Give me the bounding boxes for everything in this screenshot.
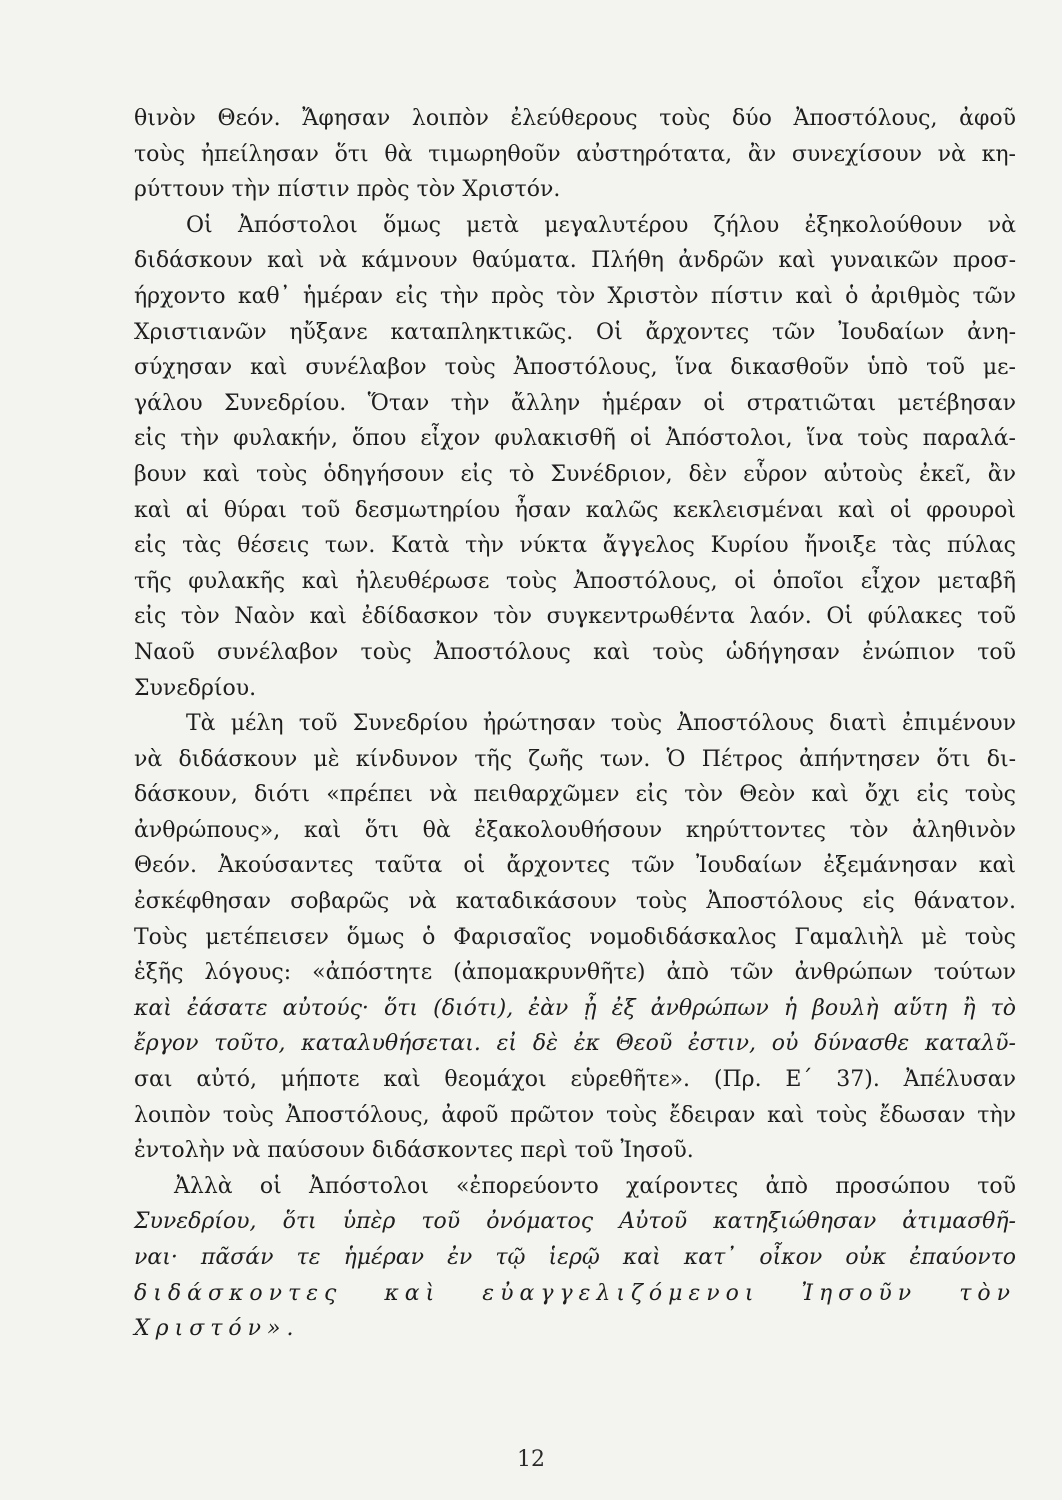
text-line: βουν καὶ τοὺς ὁδηγήσουν εἰς τὸ Συνέδριον, δὲν εὗρον αὐτοὺς ἐκεῖ, ἂν — [134, 461, 1016, 487]
text-line: Ναοῦ συνέλαβον τοὺς Ἀποστόλους καὶ τοὺς ὡδήγησαν ἐνώπιον τοῦ — [134, 639, 1016, 665]
text-line: ήρχοντο καθ᾽ ἡμέραν εἰς τὴν πρὸς τὸν Χριστὸν πίστιν καὶ ὁ ἀριθμὸς τῶν — [134, 283, 1016, 309]
text-line: γάλου Συνεδρίου. Ὅταν τὴν ἄλλην ἡμέραν οἱ στρατιῶται μετέβησαν — [134, 390, 1016, 416]
text-line: Θεόν. Ἀκούσαντες ταῦτα οἱ ἄρχοντες τῶν Ἰουδαίων ἐξεμάνησαν καὶ — [134, 853, 1016, 879]
text-line: καὶ αἱ θύραι τοῦ δεσμωτηρίου ἦσαν καλῶς κεκλεισμέναι καὶ οἱ φρουροὶ — [134, 497, 1016, 523]
text-line: Τοὺς μετέπεισεν ὅμως ὁ Φαρισαῖος νομοδιδάσκαλος Γαμαλιὴλ μὲ τοὺς — [134, 924, 1016, 950]
text-line: εἰς τὰς θέσεις των. Κατὰ τὴν νύκτα ἄγγελος Κυρίου ἤνοιξε τὰς πύλας — [134, 533, 1016, 559]
text-line: Χριστόν». — [134, 1316, 300, 1342]
text-line: διδάσκοντες καὶ εὐαγγελιζόμενοι Ἰησοῦν τὸν — [134, 1280, 1016, 1306]
text-line: ἔργον τοῦτο, καταλυθήσεται. εἰ δὲ ἐκ Θεοῦ ἐστιν, οὐ δύνασθε καταλῦ- — [134, 1031, 1016, 1057]
text-line: θινὸν Θεόν. Ἄφησαν λοιπὸν ἐλεύθερους τοὺς δύο Ἀποστόλους, ἀφοῦ — [134, 106, 1016, 131]
body-text — [134, 101, 1016, 1347]
text-line: ρύττουν τὴν πίστιν πρὸς τὸν Χριστόν. — [134, 177, 561, 203]
text-line: ἐντολὴν νὰ παύσουν διδάσκοντες περὶ τοῦ Ἰησοῦ. — [134, 1138, 694, 1164]
text-line: νὰ διδάσκουν μὲ κίνδυνον τῆς ζωῆς των. Ὁ Πέτρος ἀπήντησεν ὅτι δι- — [134, 746, 1016, 772]
text-line: ἐσκέφθησαν σοβαρῶς νὰ καταδικάσουν τοὺς Ἀποστόλους εἰς θάνατον. — [134, 889, 1016, 915]
text-line: Τὰ μέλη τοῦ Συνεδρίου ἠρώτησαν τοὺς Ἀποστόλους διατὶ ἐπιμένουν — [186, 711, 1016, 737]
text-line: Οἱ Ἀπόστολοι ὅμως μετὰ μεγαλυτέρου ζήλου ἐξηκολούθουν νὰ — [186, 212, 1016, 238]
text-line: δάσκουν, διότι «πρέπει νὰ πειθαρχῶμεν εἰς τὸν Θεὸν καὶ ὄχι εἰς τοὺς — [134, 782, 1016, 808]
text-line: τοὺς ἠπείλησαν ὅτι θὰ τιμωρηθοῦν αὐστηρότατα, ἂν συνεχίσουν νὰ κη- — [134, 141, 1016, 167]
text-line: εἰς τὸν Ναὸν καὶ ἐδίδασκον τὸν συγκεντρωθέντα λαόν. Οἱ φύλακες τοῦ — [134, 604, 1016, 630]
text-line: σύχησαν καὶ συνέλαβον τοὺς Ἀποστόλους, ἵνα δικασθοῦν ὑπὸ τοῦ με- — [134, 355, 1016, 381]
text-line: Συνεδρίου. — [134, 675, 257, 701]
text-line: Χριστιανῶν ηὔξανε καταπληκτικῶς. Οἱ ἄρχοντες τῶν Ἰουδαίων ἀνη- — [134, 319, 1016, 345]
text-line: λοιπὸν τοὺς Ἀποστόλους, ἀφοῦ πρῶτον τοὺς ἔδειραν καὶ τοὺς ἔδωσαν τὴν — [134, 1102, 1016, 1128]
text-line: Ἀλλὰ οἱ Ἀπόστολοι «ἐπορεύοντο χαίροντες ἀπὸ προσώπου τοῦ — [174, 1173, 1016, 1199]
text-line: ἀνθρώπους», καὶ ὅτι θὰ ἐξακολουθήσουν κηρύττοντες τὸν ἀληθινὸν — [134, 817, 1016, 843]
text-line: ἑξῆς λόγους: «ἀπόστητε (ἀπομακρυνθῆτε) ἀπὸ τῶν ἀνθρώπων τούτων — [134, 960, 1016, 986]
text-line: καὶ ἐάσατε αὐτούς· ὅτι (διότι), ἐὰν ᾖ ἐξ ἀνθρώπων ἡ βουλὴ αὕτη ἢ τὸ — [134, 995, 1016, 1021]
text-line: διδάσκουν καὶ νὰ κάμνουν θαύματα. Πλήθη ἀνδρῶν καὶ γυναικῶν προσ- — [134, 248, 1016, 274]
page-number: 12 — [517, 1447, 545, 1472]
text-line: ναι· πᾶσάν τε ἡμέραν ἐν τῷ ἱερῷ καὶ κατ᾽ οἶκον οὐκ ἐπαύοντο — [134, 1245, 1016, 1270]
text-line: Συνεδρίου, ὅτι ὑπὲρ τοῦ ὀνόματος Αὐτοῦ κατηξιώθησαν ἀτιμασθῆ- — [134, 1209, 1016, 1235]
text-line: τῆς φυλακῆς καὶ ἠλευθέρωσε τοὺς Ἀποστόλους, οἱ ὁποῖοι εἶχον μεταβῆ — [134, 568, 1016, 594]
text-line: σαι αὐτό, μήποτε καὶ θεομάχοι εὑρεθῆτε». (Πρ. Ε΄ 37). Ἀπέλυσαν — [134, 1067, 1016, 1093]
text-line: εἰς τὴν φυλακήν, ὅπου εἶχον φυλακισθῆ οἱ Ἀπόστολοι, ἵνα τοὺς παραλά- — [134, 426, 1016, 452]
